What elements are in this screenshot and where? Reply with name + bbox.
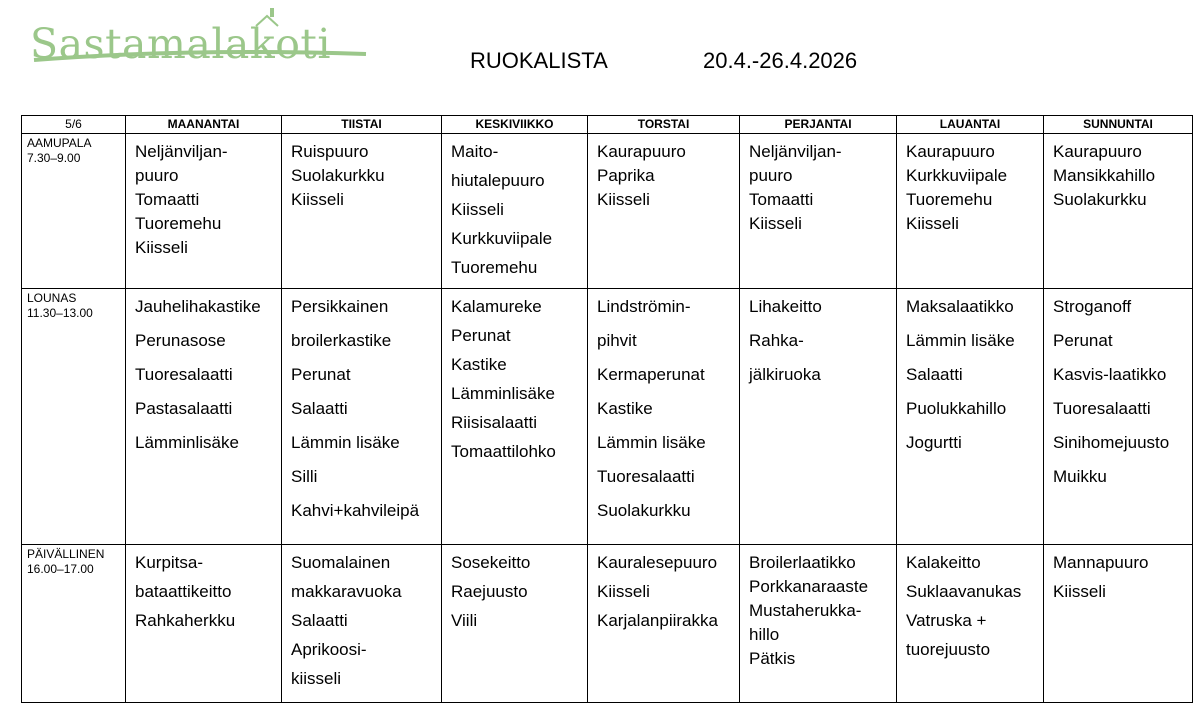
menu-cell xyxy=(1044,134,1193,289)
menu-item: Ruispuuro xyxy=(291,142,369,161)
menu-item: Aprikoosi- xyxy=(291,640,367,659)
menu-item: Kaurapuuro xyxy=(1053,142,1142,161)
menu-item: Tuoresalaatti xyxy=(135,365,233,384)
menu-item: tuorejuusto xyxy=(906,640,991,659)
menu-item: Broilerlaatikko xyxy=(749,553,856,572)
menu-item: Porkkanaraaste xyxy=(749,577,869,596)
menu-cell xyxy=(588,289,740,545)
meal-time: 11.30–13.00 xyxy=(27,306,93,320)
menu-cell xyxy=(126,134,282,289)
menu-item: Suklaavanukas xyxy=(906,582,1022,601)
menu-item: Lämmin lisäke xyxy=(597,433,706,452)
menu-cell xyxy=(897,134,1044,289)
menu-item: Maksalaatikko xyxy=(906,297,1014,316)
menu-item: puuro xyxy=(135,166,179,185)
menu-item: Neljänviljan- xyxy=(749,142,842,161)
menu-item: broilerkastike xyxy=(291,331,392,350)
menu-item: Perunat xyxy=(291,365,351,384)
logo-text: Sastamalakoti xyxy=(30,20,331,68)
menu-cell xyxy=(740,134,897,289)
week-label: 5/6 xyxy=(22,116,126,134)
menu-item: Raejuusto xyxy=(451,582,528,601)
menu-item: Pätkis xyxy=(749,649,796,668)
menu-item: Tuoremehu xyxy=(906,190,993,209)
meal-label-cell xyxy=(22,134,126,289)
meal-name: LOUNAS xyxy=(27,291,77,305)
menu-item: Lämmin lisäke xyxy=(906,331,1015,350)
menu-item: Suolakurkku xyxy=(291,166,385,185)
menu-item: Kiisseli xyxy=(749,214,802,233)
menu-item: Kurkkuviipale xyxy=(906,166,1008,185)
menu-item: Neljänviljan- xyxy=(135,142,228,161)
menu-item: Tuoremehu xyxy=(451,258,538,277)
menu-item: Kiisseli xyxy=(597,582,650,601)
menu-item: hiutalepuuro xyxy=(451,171,545,190)
menu-item: Jauhelihakastike xyxy=(135,297,261,316)
menu-item: Salaatti xyxy=(291,611,348,630)
menu-cell xyxy=(588,545,740,703)
meal-label-cell xyxy=(22,545,126,703)
menu-cell xyxy=(740,545,897,703)
menu-item: Kurkkuviipale xyxy=(451,229,553,248)
menu-item: Kiisseli xyxy=(906,214,959,233)
menu-item: Pastasalaatti xyxy=(135,399,233,418)
menu-item: Kasvis-laatikko xyxy=(1053,365,1167,384)
menu-item: Rahkaherkku xyxy=(135,611,236,630)
meal-name: PÄIVÄLLINEN xyxy=(27,547,105,561)
menu-item: Lämminlisäke xyxy=(135,433,239,452)
menu-item: Salaatti xyxy=(291,399,348,418)
day-header: SUNNUNTAI xyxy=(1044,116,1193,134)
menu-item: Puolukkahillo xyxy=(906,399,1007,418)
menu-item: Kalakeitto xyxy=(906,553,981,572)
menu-item: Jogurtti xyxy=(906,433,962,452)
menu-item: bataattikeitto xyxy=(135,582,232,601)
menu-item: Perunat xyxy=(1053,331,1113,350)
menu-item: Mustaherukka- xyxy=(749,601,862,620)
menu-item: Riisisalaatti xyxy=(451,413,537,432)
menu-cell xyxy=(442,289,588,545)
menu-item: Vatruska + xyxy=(906,611,987,630)
menu-item: Sinihomejuusto xyxy=(1053,433,1170,452)
menu-item: Tomaatti xyxy=(749,190,814,209)
menu-cell xyxy=(126,545,282,703)
menu-item: Rahka- xyxy=(749,331,804,350)
menu-cell xyxy=(897,545,1044,703)
date-range: 20.4.-26.4.2026 xyxy=(703,48,858,73)
menu-item: Lämmin lisäke xyxy=(291,433,400,452)
menu-item: Tuoresalaatti xyxy=(1053,399,1151,418)
menu-item: Kiisseli xyxy=(135,238,188,257)
meal-time: 7.30–9.00 xyxy=(27,151,81,165)
menu-item: Kaurapuuro xyxy=(906,142,995,161)
menu-item: jälkiruoka xyxy=(749,365,821,384)
menu-cell xyxy=(442,545,588,703)
menu-cell xyxy=(282,134,442,289)
menu-item: Kaurapuuro xyxy=(597,142,686,161)
meal-time: 16.00–17.00 xyxy=(27,562,94,576)
day-header: PERJANTAI xyxy=(740,116,897,134)
meal-row-dinner xyxy=(22,545,1193,703)
menu-item: Kiisseli xyxy=(451,200,504,219)
menu-item: Kalamureke xyxy=(451,297,542,316)
menu-item: Kiisseli xyxy=(597,190,650,209)
menu-cell xyxy=(740,289,897,545)
menu-item: hillo xyxy=(749,625,780,644)
menu-table xyxy=(21,115,1193,703)
menu-item: Perunasose xyxy=(135,331,226,350)
day-header: LAUANTAI xyxy=(897,116,1044,134)
menu-item: Kastike xyxy=(597,399,653,418)
menu-item: Mansikkahillo xyxy=(1053,166,1156,185)
menu-cell xyxy=(897,289,1044,545)
menu-item: Kiisseli xyxy=(291,190,344,209)
menu-item: Suomalainen xyxy=(291,553,391,572)
meal-name: AAMUPALA xyxy=(27,136,92,150)
menu-cell xyxy=(1044,545,1193,703)
menu-item: Karjalanpiirakka xyxy=(597,611,718,630)
meal-row-breakfast xyxy=(22,134,1193,289)
day-header: TORSTAI xyxy=(588,116,740,134)
menu-item: Viili xyxy=(451,611,478,630)
menu-cell xyxy=(1044,289,1193,545)
menu-item: Perunat xyxy=(451,326,511,345)
menu-item: Lihakeitto xyxy=(749,297,822,316)
menu-item: Tuoresalaatti xyxy=(597,467,695,486)
menu-cell xyxy=(588,134,740,289)
day-header: KESKIVIIKKO xyxy=(442,116,588,134)
menu-item: Kurpitsa- xyxy=(135,553,204,572)
menu-cell xyxy=(282,289,442,545)
menu-item: Maito- xyxy=(451,142,499,161)
menu-item: Kahvi+kahvileipä xyxy=(291,501,420,520)
menu-item: Mannapuuro xyxy=(1053,553,1149,572)
menu-item: pihvit xyxy=(597,331,637,350)
menu-item: Tuoremehu xyxy=(135,214,222,233)
menu-cell xyxy=(442,134,588,289)
menu-item: Lindströmin- xyxy=(597,297,691,316)
logo xyxy=(30,4,370,70)
menu-item: Persikkainen xyxy=(291,297,389,316)
menu-item: puuro xyxy=(749,166,793,185)
menu-item: Suolakurkku xyxy=(597,501,691,520)
menu-item: Lämminlisäke xyxy=(451,384,555,403)
day-header: TIISTAI xyxy=(282,116,442,134)
menu-item: Paprika xyxy=(597,166,655,185)
menu-item: makkaravuoka xyxy=(291,582,402,601)
menu-item: Kermaperunat xyxy=(597,365,705,384)
menu-item: Muikku xyxy=(1053,467,1107,486)
day-header: MAANANTAI xyxy=(126,116,282,134)
page-title: RUOKALISTA xyxy=(470,48,608,73)
menu-item: Tomaatti xyxy=(135,190,200,209)
menu-item: Kastike xyxy=(451,355,507,374)
menu-item: Suolakurkku xyxy=(1053,190,1147,209)
menu-item: Kauralesepuuro xyxy=(597,553,718,572)
menu-item: kiisseli xyxy=(291,669,342,688)
header-row xyxy=(22,116,1193,134)
menu-item: Silli xyxy=(291,467,318,486)
menu-item: Tomaattilohko xyxy=(451,442,556,461)
menu-cell xyxy=(126,289,282,545)
menu-item: Salaatti xyxy=(906,365,963,384)
menu-item: Kiisseli xyxy=(1053,582,1106,601)
menu-item: Stroganoff xyxy=(1053,297,1132,316)
meal-row-lunch xyxy=(22,289,1193,545)
menu-cell xyxy=(282,545,442,703)
menu-item: Sosekeitto xyxy=(451,553,531,572)
meal-label-cell xyxy=(22,289,126,545)
